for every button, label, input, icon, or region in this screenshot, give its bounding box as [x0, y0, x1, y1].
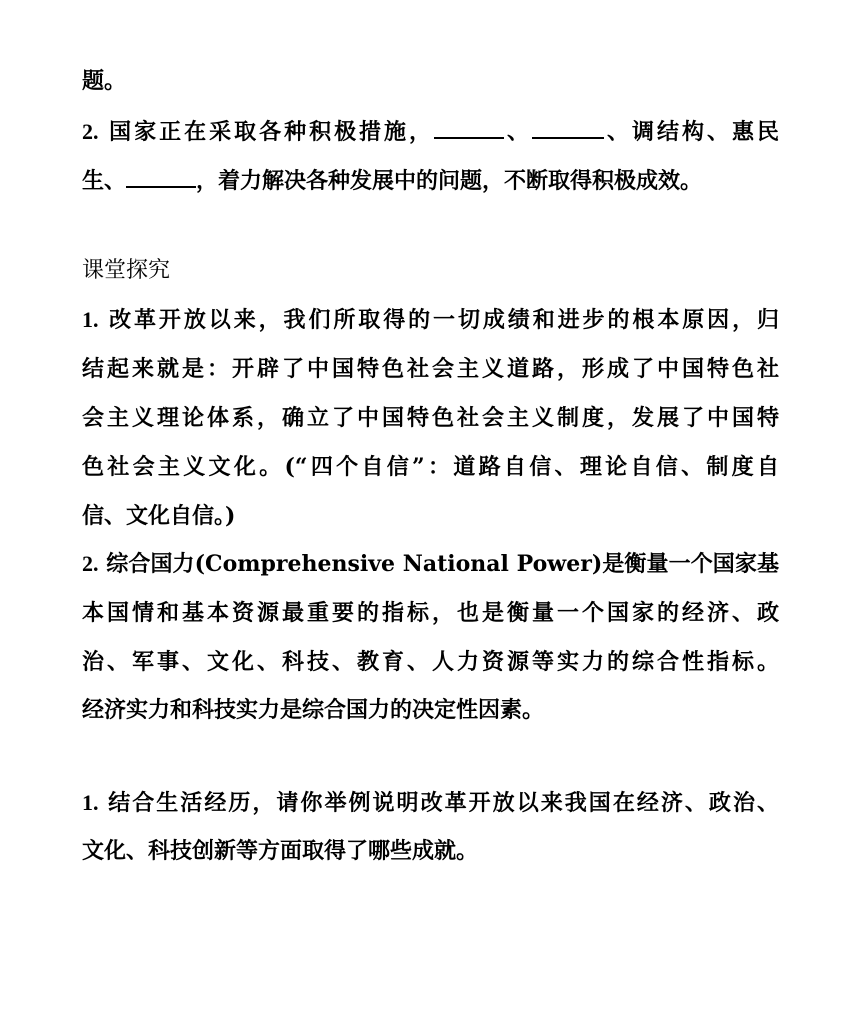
inquiry-point-1-line-1 — [82, 305, 779, 335]
paragraph-text: 改革开放以来，我们所取得的一切成绩和进步的根本原因，归 — [109, 307, 779, 333]
paragraph-text: 综合国力(Comprehensive National Power)是衡量一个国家基 — [106, 551, 779, 577]
question-text: 生、 — [82, 168, 127, 194]
fill-in-question-line-1 — [82, 115, 779, 145]
answer-blank-1[interactable] — [434, 115, 504, 139]
inquiry-point-2-line-4: 经济实力和科技实力是综合国力的决定性因素。 — [82, 697, 545, 723]
question-number: 1. — [82, 790, 99, 815]
exercise-question-line-1 — [82, 788, 779, 818]
inquiry-point-1-line-5: 信、文化自信。) — [82, 503, 236, 529]
question-text: 、 — [504, 119, 533, 145]
question-text: 、调结构、惠民 — [604, 119, 779, 145]
exercise-question-line-2: 文化、科技创新等方面取得了哪些成就。 — [82, 838, 479, 864]
answer-blank-2[interactable] — [532, 115, 604, 139]
inquiry-point-1-line-2: 结起来就是：开辟了中国特色社会主义道路，形成了中国特色社 — [82, 356, 779, 382]
question-number: 2. — [82, 119, 99, 144]
question-text: 结合生活经历，请你举例说明改革开放以来我国在经济、政治、 — [108, 790, 779, 816]
fill-in-question-line-2 — [82, 164, 702, 194]
text-fragment: 题。 — [82, 68, 127, 94]
inquiry-point-1-line-4: 色社会主义文化。(“四个自信”：道路自信、理论自信、制度自 — [82, 454, 779, 480]
inquiry-point-1-line-3: 会主义理论体系，确立了中国特色社会主义制度，发展了中国特 — [82, 405, 779, 431]
inquiry-point-2-line-2: 本国情和基本资源最重要的指标，也是衡量一个国家的经济、政 — [82, 600, 779, 626]
point-number: 2. — [82, 551, 99, 576]
question-text: 国家正在采取各种积极措施， — [109, 119, 435, 145]
point-number: 1. — [82, 307, 99, 332]
section-heading: 课堂探究 — [82, 258, 171, 283]
inquiry-point-2-line-1 — [82, 549, 779, 579]
answer-blank-3[interactable] — [126, 164, 196, 188]
question-text: ，着力解决各种发展中的问题，不断取得积极成效。 — [196, 168, 703, 194]
previous-line-tail — [82, 66, 126, 96]
inquiry-point-2-line-3: 治、军事、文化、科技、教育、人力资源等实力的综合性指标。 — [82, 649, 779, 675]
